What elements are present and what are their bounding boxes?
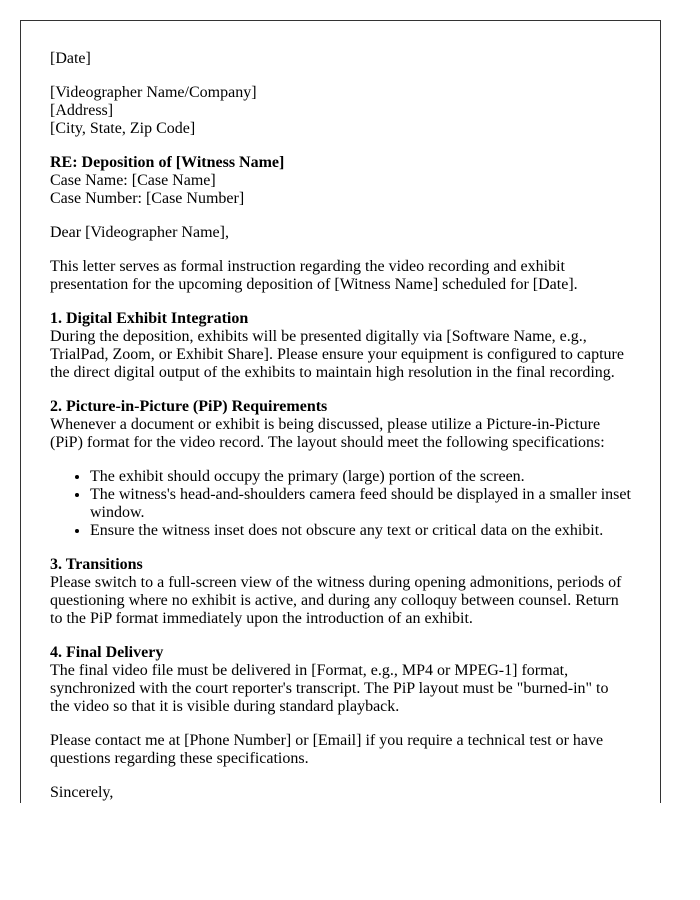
list-item: • The witness's head-and-shoulders camera feed should be displayed in a smaller inset window. [90,486,631,522]
re-subject: RE: Deposition of [Witness Name] [50,154,285,171]
section-heading: 4. Final Delivery [50,644,164,661]
section-final-delivery [50,644,631,716]
section-heading: 2. Picture-in-Picture (PiP) Requirements [50,398,328,415]
intro-paragraph: This letter serves as formal instruction regarding the video recording and exhibit presentation for the upcoming deposition of [Witness Name] scheduled for [Date]. [50,258,578,293]
section-body: During the deposition, exhibits will be presented digitally via [Software Name, e.g., TrialPad, Zoom, or Exhibit Share]. Please ensure your equipment is configured to capture the direct digital output of the exhibits to maintain high resolution in the final recording. [50,328,624,381]
pip-specifications-list [50,468,631,540]
recipient-city: [City, State, Zip Code] [50,120,196,137]
section-heading: 3. Transitions [50,556,143,573]
section-body: Whenever a document or exhibit is being discussed, please utilize a Picture-in-Picture (PiP) format for the video record. The layout should meet the following specifications: [50,416,605,451]
section-transitions [50,556,631,628]
letter-date: [Date] [50,50,91,67]
reference-block [50,154,631,208]
section-digital-exhibit [50,310,631,382]
salutation: Dear [Videographer Name], [50,224,229,241]
section-pip-requirements [50,398,631,452]
list-item: • Ensure the witness inset does not obscure any text or critical data on the exhibit. [90,522,631,540]
section-heading: 1. Digital Exhibit Integration [50,310,249,327]
recipient-name: [Videographer Name/Company] [50,84,257,101]
letter-page [20,20,661,803]
case-name: Case Name: [Case Name] [50,172,216,189]
closing-paragraph: Please contact me at [Phone Number] or [Email] if you require a technical test or have questions regarding these specifications. [50,732,604,767]
section-body: Please switch to a full-screen view of the witness during opening admonitions, periods of questioning where no exhibit is active, and during any colloquy between counsel. Return to the PiP format immediately upon the introduction of an exhibit. [50,574,622,627]
section-body: The final video file must be delivered in [Format, e.g., MP4 or MPEG-1] format, synchronized with the court reporter's transcript. The PiP layout must be "burned-in" to the video so that it is visible during standard playback. [50,662,609,715]
recipient-address: [Address] [50,102,114,119]
case-number: Case Number: [Case Number] [50,190,245,207]
list-item: • The exhibit should occupy the primary (large) portion of the screen. [90,468,631,486]
recipient-block [50,84,631,138]
closing: Sincerely, [50,784,114,801]
